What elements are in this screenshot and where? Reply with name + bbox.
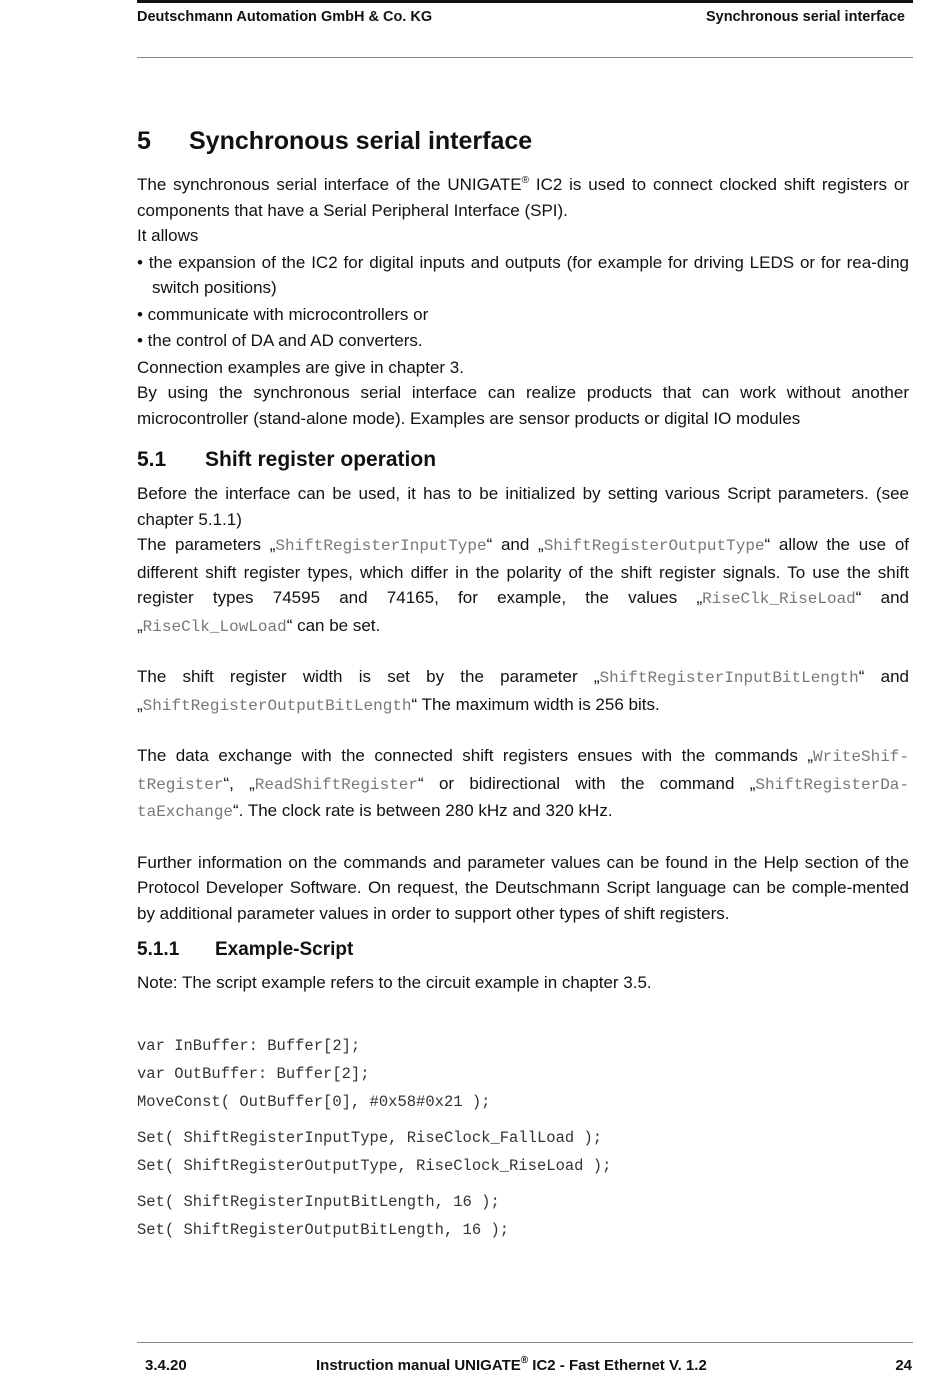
code-line: Set( ShiftRegisterOutputBitLength, 16 ); xyxy=(137,1220,510,1239)
intro-paragraph-4: By using the synchronous serial interface can realize products that can work without another microcontroller (stand-alone mode). Examples are sensor products or digital IO modules xyxy=(137,383,909,428)
code-line: Set( ShiftRegisterInputBitLength, 16 ); xyxy=(137,1192,500,1211)
script-note: Note: The script example refers to the circuit example in chapter 3.5. xyxy=(137,973,652,992)
code-term: ShiftRegisterInputType xyxy=(275,537,487,555)
code-term: RiseClk_LowLoad xyxy=(142,617,287,636)
subsubsection-number: 5.1.1 xyxy=(137,939,180,960)
code-term: ReadShiftRegister xyxy=(254,775,418,794)
shift-paragraph-2: The parameters „ShiftRegisterInputType“ and „ShiftRegisterOutputType“ allow the use of different shift register types, which differ in the polarity of the shift register signals. To use the shift register types 74595 and 74165, for example, the values „RiseClk_RiseLoad“ and „RiseClk_LowLoad“ can be set. xyxy=(137,535,910,636)
registered-mark: ® xyxy=(521,175,530,186)
page-content xyxy=(137,124,909,1244)
code-line: var OutBuffer: Buffer[2]; xyxy=(137,1064,370,1083)
code-term: RiseClk_RiseLoad xyxy=(702,590,856,608)
shift-paragraph-3: The shift register width is set by the parameter „ShiftRegisterInputBitLength“ and „ShiftRegisterOutputBitLength“ The maximum width is 256 bits. xyxy=(137,667,909,715)
header-company: Deutschmann Automation GmbH & Co. KG xyxy=(137,9,433,25)
shift-paragraph-5: Further information on the commands and parameter values can be found in the Help section of the Protocol Developer Software. On request, the Deutschmann Script language can be comple-mented by additional parameter values in order to support other types of shift registers. xyxy=(137,852,909,923)
bullet-item: • the expansion of the IC2 for digital inputs and outputs (for example for driving LEDS or for rea-ding switch positions) xyxy=(137,252,909,297)
footer-version: 3.4.20 xyxy=(145,1357,187,1374)
shift-paragraph-1: Before the interface can be used, it has to be initialized by setting various Script parameters. (see chapter 5.1.1) xyxy=(137,484,909,529)
intro-paragraph-2: It allows xyxy=(137,226,199,245)
section-number: 5 xyxy=(137,127,151,155)
intro-paragraph-1: The synchronous serial interface of the UNIGATE® IC2 is used to connect clocked shift registers or components that have a Serial Peripheral Interface (SPI). xyxy=(137,175,909,220)
subsubsection-heading xyxy=(137,936,909,964)
top-bar xyxy=(137,0,913,3)
footer-rule xyxy=(137,1342,913,1343)
shift-paragraph-4: The data exchange with the connected shift registers ensues with the commands „WriteShif-tRegister“, „ReadShiftRegister“ or bidirectional with the command „ShiftRegisterDa-taExchange“. The clock rate is between 280 kHz and 320 kHz. xyxy=(137,746,909,821)
code-term: WriteShif-tRegister xyxy=(137,748,909,794)
section-heading xyxy=(137,124,909,158)
code-line: var InBuffer: Buffer[2]; xyxy=(137,1036,361,1055)
subsection-number: 5.1 xyxy=(137,448,167,471)
code-line: Set( ShiftRegisterInputType, RiseClock_FallLoad ); xyxy=(137,1128,603,1147)
code-term: ShiftRegisterDa-taExchange xyxy=(137,775,909,821)
subsection-heading xyxy=(137,445,909,475)
section-title: Synchronous serial interface xyxy=(189,127,533,155)
intro-paragraph-3: Connection examples are give in chapter 3. xyxy=(137,357,464,377)
bullet-item: • the control of DA and AD converters. xyxy=(137,331,423,350)
subsection-title: Shift register operation xyxy=(205,448,437,471)
header-section: Synchronous serial interface xyxy=(705,9,905,25)
footer-title: Instruction manual UNIGATE® IC2 - Fast Ethernet V. 1.2 xyxy=(316,1355,707,1374)
code-term: ShiftRegisterOutputBitLength xyxy=(142,696,412,715)
header-rule xyxy=(137,57,913,58)
page-number: 24 xyxy=(895,1357,912,1374)
code-term: ShiftRegisterOutputType xyxy=(543,537,765,555)
code-line: Set( ShiftRegisterOutputType, RiseClock_RiseLoad ); xyxy=(137,1156,612,1175)
code-term: ShiftRegisterInputBitLength xyxy=(599,669,859,687)
code-line: MoveConst( OutBuffer[0], #0x58#0x21 ); xyxy=(137,1092,491,1111)
registered-mark: ® xyxy=(520,1355,529,1366)
subsubsection-title: Example-Script xyxy=(215,939,354,960)
bullet-item: • communicate with microcontrollers or xyxy=(137,304,429,324)
script-code-block xyxy=(137,1032,909,1244)
